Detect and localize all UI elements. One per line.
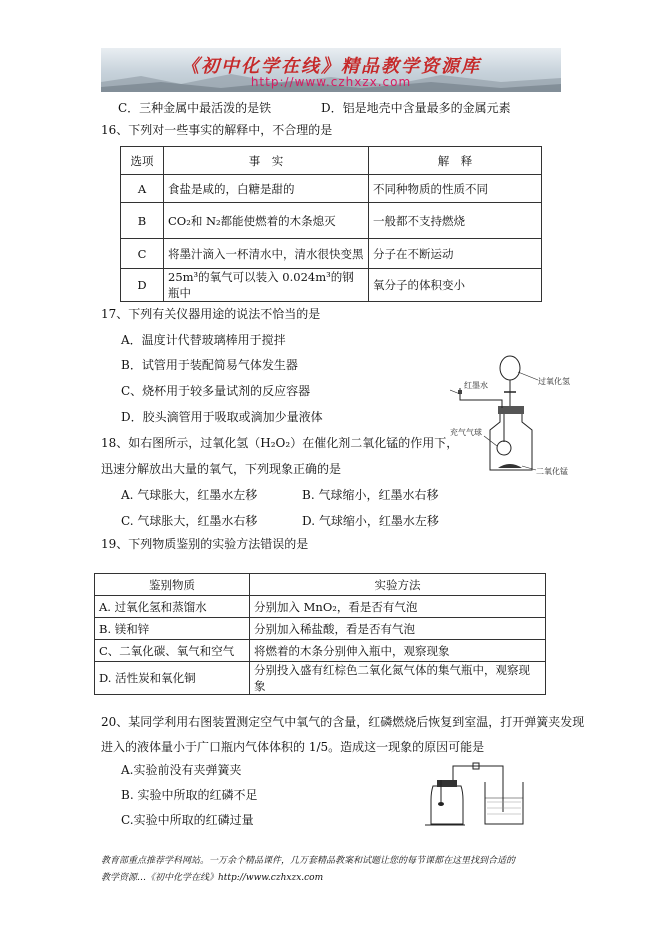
- q16-table: [120, 146, 542, 302]
- q19-row-a-method: 分别加入 MnO₂，看是否有气泡: [250, 596, 546, 618]
- q16-header-explain: 解 释: [369, 147, 542, 175]
- table-row: [121, 239, 542, 269]
- q16-row-b-explain: 一般都不支持燃烧: [369, 203, 542, 239]
- q20-stem-line1: 20、某同学利用右图装置测定空气中氧气的含量，红磷燃烧后恢复到室温，打开弹簧夹发现: [101, 715, 585, 729]
- banner-url[interactable]: http://www.czhxzx.com: [250, 75, 412, 89]
- q19-row-c-substance: C、二氧化碳、氧气和空气: [95, 640, 250, 662]
- q18-apparatus-figure: [450, 350, 585, 480]
- q16-row-a-explain: 不同种物质的性质不同: [369, 175, 542, 203]
- q18-option-c: C. 气球胀大，红墨水右移: [121, 514, 258, 528]
- q18-stem-line1: 18、如右图所示，过氧化氢（H₂O₂）在催化剂二氧化锰的作用下，: [101, 436, 459, 450]
- label-balloon: 充气气球: [450, 428, 482, 437]
- table-row: [95, 640, 546, 662]
- q16-row-a-option: A: [121, 175, 164, 203]
- q16-row-a-fact: 食盐是咸的，白糖是甜的: [164, 175, 369, 203]
- q18-option-a: A. 气球胀大，红墨水左移: [121, 488, 258, 502]
- q19-row-d-method: 分别投入盛有红棕色二氧化氮气体的集气瓶中，观察现象: [250, 662, 546, 695]
- q19-stem: 19、下列物质鉴别的实验方法错误的是: [101, 537, 309, 551]
- q16-row-d-fact: 25m³的氧气可以装入 0.024m³的钢瓶中: [164, 269, 369, 302]
- banner-title: 《初中化学在线》精品教学资源库: [181, 56, 481, 77]
- q20-stem-line2: 进入的液体量小于广口瓶内气体体积的 1/5。造成这一现象的原因可能是: [101, 740, 485, 754]
- table-row: [121, 175, 542, 203]
- q19-table: [94, 573, 546, 695]
- q16-header-fact: 事 实: [164, 147, 369, 175]
- q18-option-b: B. 气球缩小，红墨水右移: [302, 488, 439, 502]
- table-row: [95, 596, 546, 618]
- q17-option-c: C、烧杯用于较多量试剂的反应容器: [121, 384, 311, 398]
- q16-row-d-explain: 氧分子的体积变小: [369, 269, 542, 302]
- q16-row-d-option: D: [121, 269, 164, 302]
- q16-header-option: 选项: [121, 147, 164, 175]
- label-peroxide: 过氧化氢: [538, 377, 570, 386]
- footer-line2: 教学资源…《初中化学在线》http://www.czhxzx.com: [101, 873, 324, 883]
- q20-option-c: C.实验中所取的红磷过量: [121, 813, 254, 827]
- q15-option-c: C．三种金属中最活泼的是铁: [118, 101, 272, 115]
- q19-header-method: 实验方法: [250, 574, 546, 596]
- q19-row-c-method: 将燃着的木条分别伸入瓶中，观察现象: [250, 640, 546, 662]
- header-banner: [101, 48, 561, 92]
- q16-header-row: [121, 147, 542, 175]
- q16-row-c-option: C: [121, 239, 164, 269]
- q15-option-d: D．铝是地壳中含量最多的金属元素: [321, 101, 511, 115]
- q16-row-b-option: B: [121, 203, 164, 239]
- q19-row-a-substance: A. 过氧化氢和蒸馏水: [95, 596, 250, 618]
- q19-row-b-method: 分别加入稀盐酸，看是否有气泡: [250, 618, 546, 640]
- q20-option-b: B. 实验中所取的红磷不足: [121, 788, 258, 802]
- q20-option-a: A.实验前没有夹弹簧夹: [121, 763, 242, 777]
- label-mno2: 二氧化锰: [536, 467, 568, 476]
- footer-line1: 教育部重点推荐学科网站。一万余个精品课件，几万套精品教案和试题让您的每节课都在这里找到合适的: [101, 856, 516, 866]
- q19-row-d-substance: D. 活性炭和氧化铜: [95, 662, 250, 695]
- q16-row-b-fact: CO₂和 N₂都能使燃着的木条熄灭: [164, 203, 369, 239]
- q19-header-row: [95, 574, 546, 596]
- q19-row-b-substance: B. 镁和锌: [95, 618, 250, 640]
- q17-option-b: B．试管用于装配简易气体发生器: [121, 358, 298, 372]
- q16-stem: 16、下列对一些事实的解释中，不合理的是: [101, 123, 333, 137]
- q20-apparatus-figure: [425, 756, 535, 828]
- q17-option-a: A．温度计代替玻璃棒用于搅拌: [121, 333, 286, 347]
- table-row: [95, 618, 546, 640]
- q18-option-d: D. 气球缩小，红墨水左移: [302, 514, 439, 528]
- q17-option-d: D．胶头滴管用于吸取或滴加少量液体: [121, 410, 323, 424]
- q18-stem-line2: 迅速分解放出大量的氧气，下列现象正确的是: [101, 462, 342, 476]
- table-row: [95, 662, 546, 695]
- table-row: [121, 203, 542, 239]
- table-row: [121, 269, 542, 302]
- q19-header-substance: 鉴别物质: [95, 574, 250, 596]
- q17-stem: 17、下列有关仪器用途的说法不恰当的是: [101, 307, 321, 321]
- q16-row-c-explain: 分子在不断运动: [369, 239, 542, 269]
- label-red-ink: 红墨水: [464, 381, 488, 390]
- q16-row-c-fact: 将墨汁滴入一杯清水中，清水很快变黑: [164, 239, 369, 269]
